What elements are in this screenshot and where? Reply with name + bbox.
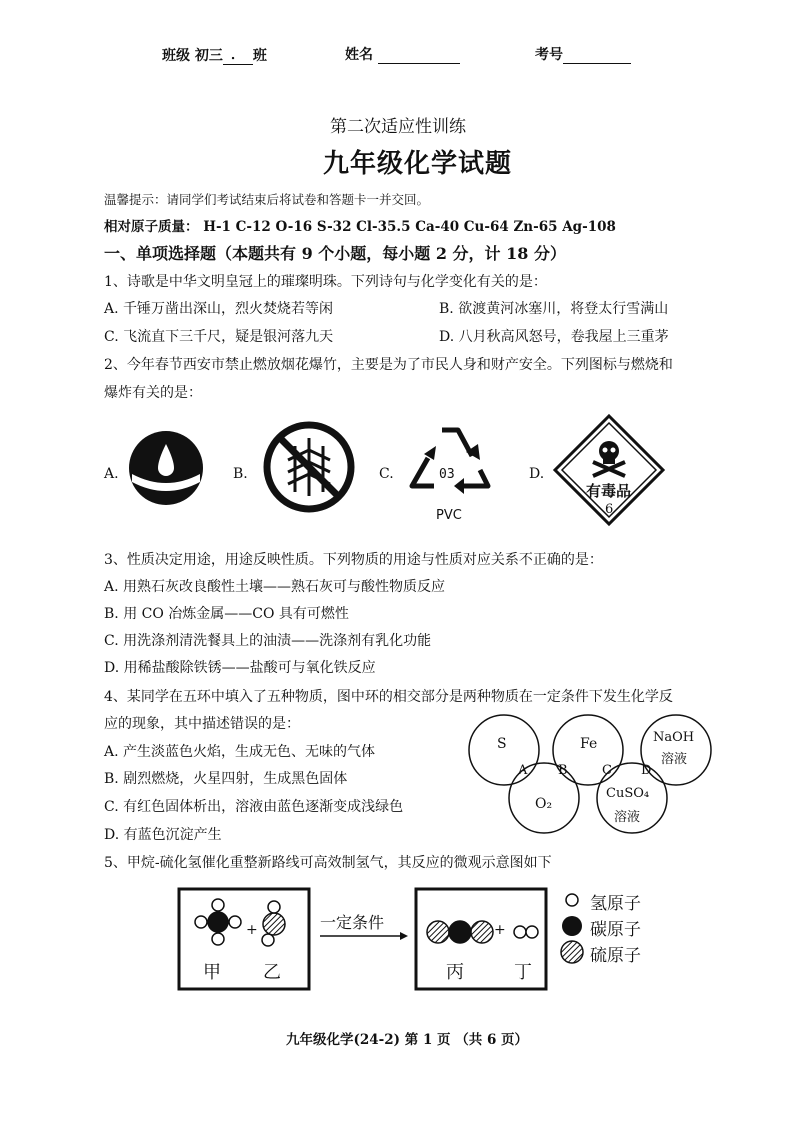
q4-option-d: D. 有蓝色沉淀产生: [104, 827, 222, 843]
q3-option-c: C. 用洗涤剂清洗餐具上的油渍——洗涤剂有乳化功能: [104, 633, 432, 649]
q3-option-a: A. 用熟石灰改良酸性土壤——熟石灰可与酸性物质反应: [104, 579, 446, 595]
hydrogen-sulfide-molecule: [262, 901, 285, 946]
name-label: 姓名: [345, 47, 373, 63]
legend-sulfur-icon: [561, 941, 583, 963]
methane-molecule: [195, 899, 241, 945]
q3-option-d: D. 用稀盐酸除铁锈——盐酸可与氧化铁反应: [104, 660, 376, 676]
q1-stem: 1、诗歌是中华文明皇冠上的璀璨明珠。下列诗句与化学变化有关的是：: [104, 274, 547, 290]
class-label: 班级 初三: [162, 48, 223, 64]
ring-label-fe: Fe: [580, 736, 598, 752]
ring-label-s: S: [497, 736, 507, 752]
recycle-icon: [400, 420, 500, 502]
q1-option-a: A. 千锤万凿出深山，烈火焚烧若等闲: [104, 301, 334, 317]
reactant-plus: +: [246, 922, 258, 938]
reactant-box: [179, 889, 309, 989]
ring-label-o2: O₂: [535, 796, 553, 812]
tip-text: 温馨提示：请同学们考试结束后将试卷和答题卡一并交回。: [104, 192, 430, 207]
intersection-b: B: [558, 763, 568, 778]
label-ding: 丁: [514, 962, 532, 983]
q4-option-a: A. 产生淡蓝色火焰，生成无色、无味的气体: [104, 744, 376, 760]
q5-stem: 5、甲烷-硫化氢催化重整新路线可高效制氢气，其反应的微观示意图如下: [104, 855, 552, 871]
ring-label-naoh-solution: 溶液: [661, 752, 688, 767]
hydrogen-molecule: [514, 926, 538, 938]
label-bing: 丙: [446, 962, 464, 983]
reaction-condition: 一定条件: [320, 913, 385, 932]
ring-label-cuso4: CuSO₄: [606, 786, 650, 801]
q2-label-a: A.: [104, 466, 119, 482]
atomic-mass-line: 相对原子质量： H-1 C-12 O-16 S-32 Cl-35.5 Ca-40 Cu-64 Zn-65 Ag-108: [104, 219, 616, 235]
ring-label-cuso4-solution: 溶液: [614, 810, 641, 825]
legend-carbon-label: 碳原子: [590, 920, 641, 940]
q2-stem-line2: 爆炸有关的是：: [104, 385, 202, 401]
no-fireworks-icon: [262, 420, 356, 514]
q4-stem-line1: 4、某同学在五环中填入了五种物质，图中环的相交部分是两种物质在一定条件下发生化学反: [104, 689, 673, 705]
q4-option-c: C. 有红色固体析出，溶液由蓝色逐渐变成浅绿色: [104, 799, 404, 815]
exam-number-field[interactable]: [563, 49, 631, 64]
recycle-number: 03: [439, 467, 455, 482]
label-jia: 甲: [203, 962, 221, 983]
q4-option-b: B. 剧烈燃烧，火星四射，生成黑色固体: [104, 771, 348, 787]
q2-label-d: D.: [529, 466, 545, 482]
intersection-c: C: [602, 763, 612, 778]
name-field[interactable]: [378, 49, 460, 64]
class-suffix: 班: [252, 48, 267, 64]
section-heading: 一、单项选择题（本题共有 9 个小题，每小题 2 分，计 18 分）: [104, 244, 566, 263]
page-footer: 九年级化学(24-2) 第 1 页 （共 6 页）: [286, 1032, 529, 1048]
class-field[interactable]: ．: [223, 44, 253, 65]
q3-stem: 3、性质决定用途，用途反映性质。下列物质的用途与性质对应关系不正确的是：: [104, 552, 603, 568]
q3-option-b: B. 用 CO 冶炼金属——CO 具有可燃性: [104, 606, 349, 622]
exam-number-label: 考号: [535, 47, 563, 63]
legend-carbon-icon: [562, 916, 582, 936]
ring-label-naoh: NaOH: [653, 730, 695, 745]
legend-sulfur-label: 硫原子: [590, 946, 641, 966]
carbon-disulfide-molecule: [427, 921, 493, 943]
q2-stem-line1: 2、今年春节西安市禁止燃放烟花爆竹，主要是为了市民人身和财产安全。下列图标与燃烧和: [104, 357, 673, 373]
product-plus: +: [494, 922, 506, 938]
legend-hydrogen-label: 氢原子: [590, 894, 641, 914]
intersection-d: D: [641, 763, 652, 778]
q1-option-d: D. 八月秋高风怒号，卷我屋上三重茅: [439, 329, 669, 345]
toxic-class-number: 6: [605, 502, 614, 517]
legend-hydrogen-icon: [566, 894, 578, 906]
intersection-a: A: [518, 763, 528, 778]
label-yi: 乙: [263, 962, 281, 983]
q2-label-b: B.: [233, 466, 248, 482]
toxic-label: 有毒品: [586, 482, 632, 500]
water-drop-icon: [128, 430, 204, 506]
q1-option-b: B. 欲渡黄河冰塞川，将登太行雪满山: [439, 301, 669, 317]
recycle-code: PVC: [436, 508, 462, 523]
q4-stem-line2: 应的现象，其中描述错误的是：: [104, 716, 300, 732]
subtitle: 第二次适应性训练: [330, 117, 466, 137]
page-title: 九年级化学试题: [323, 149, 513, 179]
q1-option-c: C. 飞流直下三千尺，疑是银河落九天: [104, 329, 334, 345]
q2-label-c: C.: [379, 466, 394, 482]
